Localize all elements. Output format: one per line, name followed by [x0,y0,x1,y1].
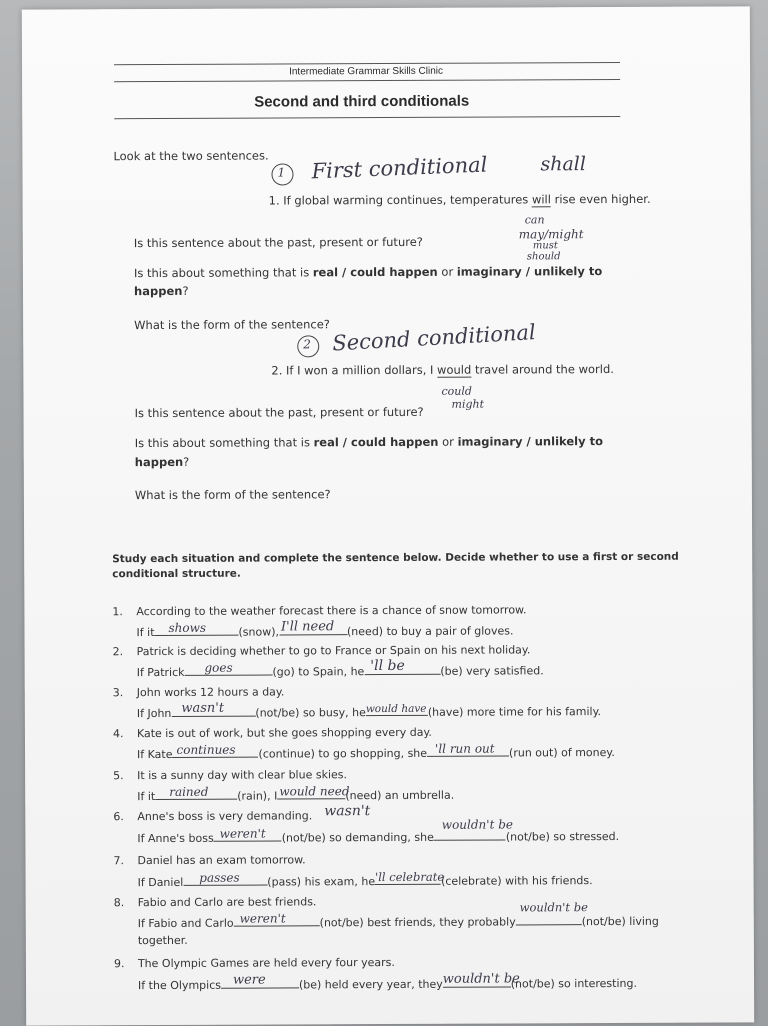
answer-blank[interactable]: wouldn't be [442,971,520,987]
exercise-item-8: 8. Fabio and Carlo are best friends. [113,895,317,910]
answer-blank[interactable]: weren't [214,828,282,841]
handwritten-modal-could: could [441,384,472,398]
exercise-item-6: 6. Anne's boss is very demanding. [113,809,313,824]
answer-blank[interactable]: 'll be [364,662,440,675]
exercise-instructions: Study each situation and complete the sentence below. Decide whether to use a first or second conditional structure. [112,550,679,581]
exercise-item-1-sentence: If it shows (snow), I'll need (need) to buy a pair of gloves. [136,619,514,640]
handwritten-shall: shall [540,153,586,176]
sentence-2: 2. If I won a million dollars, I would travel around the world. [271,362,614,378]
exercise-item-1: 1. According to the weather forecast there is a chance of snow tomorrow. [112,603,527,619]
exercise-item-7-sentence: If Daniel passes (pass) his exam, he 'll celebrate (celebrate) with his friends. [137,869,593,890]
answer-blank[interactable]: passes [183,873,267,886]
handwritten-modal-might: might [451,397,485,411]
question-time-1: Is this sentence about the past, present or future? [133,234,423,251]
handwritten-modal-should: should [526,251,561,263]
answer-blank[interactable]: wouldn't be [434,827,506,840]
exercise-item-7: 7. Daniel has an exam tomorrow. [113,853,306,868]
answer-blank[interactable]: 'll celebrate [375,869,445,885]
answer-blank[interactable]: goes [184,663,272,676]
answer-blank[interactable]: rained [155,787,237,800]
handwritten-modal-can: can [524,213,545,227]
exercise-item-4: 4. Kate is out of work, but she goes shopping every day. [112,725,432,741]
answer-blank[interactable]: continues [172,745,258,758]
underlined-will: will [531,192,551,207]
exercise-item-4-sentence: If Kate continues (continue) to go shopping, she 'll run out (run out) of money. [137,741,615,762]
question-form-2: What is the form of the sentence? [134,487,331,503]
exercise-item-3-sentence: If John wasn't (not/be) so busy, he would have (have) more time for his family. [136,700,602,721]
answer-blank[interactable]: wouldn't be [516,912,582,925]
intro-text: Look at the two sentences. [113,148,269,164]
answer-blank[interactable]: would have [365,702,427,716]
header-rule-mid [114,79,620,82]
question-time-2: Is this sentence about the past, present or future? [134,404,424,421]
sentence-1: 1. If global warming continues, temperatures will rise even higher. [268,191,651,208]
question-form-1: What is the form of the sentence? [134,317,330,333]
handwritten-modal-must: must [532,240,558,252]
answer-blank[interactable]: I'll need [279,622,347,635]
handwritten-number-1: 1 [277,165,286,180]
exercise-item-9: 9. The Olympic Games are held every four years. [113,955,395,971]
header-rule-top [114,62,620,65]
handwritten-note-wasnt: wasn't [324,803,371,820]
exercise-item-9-sentence: If the Olympics were (be) held every year, they wouldn't be (not/be) so interesting. [138,971,637,993]
answer-blank[interactable]: 'll run out [427,743,509,756]
exercise-item-2: 2. Patrick is deciding whether to go to France or Spain on his next holiday. [112,643,531,659]
clinic-name: Intermediate Grammar Skills Clinic [289,65,444,78]
handwritten-modal-may-might: may/might [518,227,584,242]
answer-blank[interactable]: would need [279,784,350,799]
answer-blank[interactable]: weren't [234,913,320,926]
handwritten-number-2: 2 [303,337,311,352]
exercise-item-2-sentence: If Patrick goes (go) to Spain, he 'll be (be) very satisfied. [136,657,544,680]
exercise-item-5: 5. It is a sunny day with clear blue skies. [113,768,348,783]
underlined-would: would [437,362,472,377]
answer-blank[interactable]: wasn't [171,704,255,717]
answer-blank[interactable]: shows [154,623,238,636]
exercise-item-8-sentence: If Fabio and Carlo weren't (not/be) best friends, they probably wouldn't be (not/be) living [137,900,659,931]
handwritten-second-conditional: Second conditional [331,320,537,356]
answer-blank[interactable]: were [221,975,299,988]
header-rule-bottom [114,116,620,119]
page-title: Second and third conditionals [254,92,470,111]
question-real-1: Is this about something that is real / could happen or imaginary / unlikely to [133,264,603,281]
exercise-item-8-continuation: together. [137,933,188,948]
handwritten-first-conditional: First conditional [311,152,488,184]
exercise-item-5-sentence: If it rained (rain), I would need (need) an umbrella. [137,784,455,804]
question-real-1-cont: happen? [133,283,189,299]
worksheet-page [22,6,754,1025]
exercise-item-6-sentence: If Anne's boss weren't (not/be) so demanding, she wouldn't be (not/be) so stressed. [137,817,620,846]
question-real-2: Is this about something that is real / could happen or imaginary / unlikely to [134,434,604,451]
exercise-item-3: 3. John works 12 hours a day. [112,685,285,700]
question-real-2-cont: happen? [134,454,190,470]
